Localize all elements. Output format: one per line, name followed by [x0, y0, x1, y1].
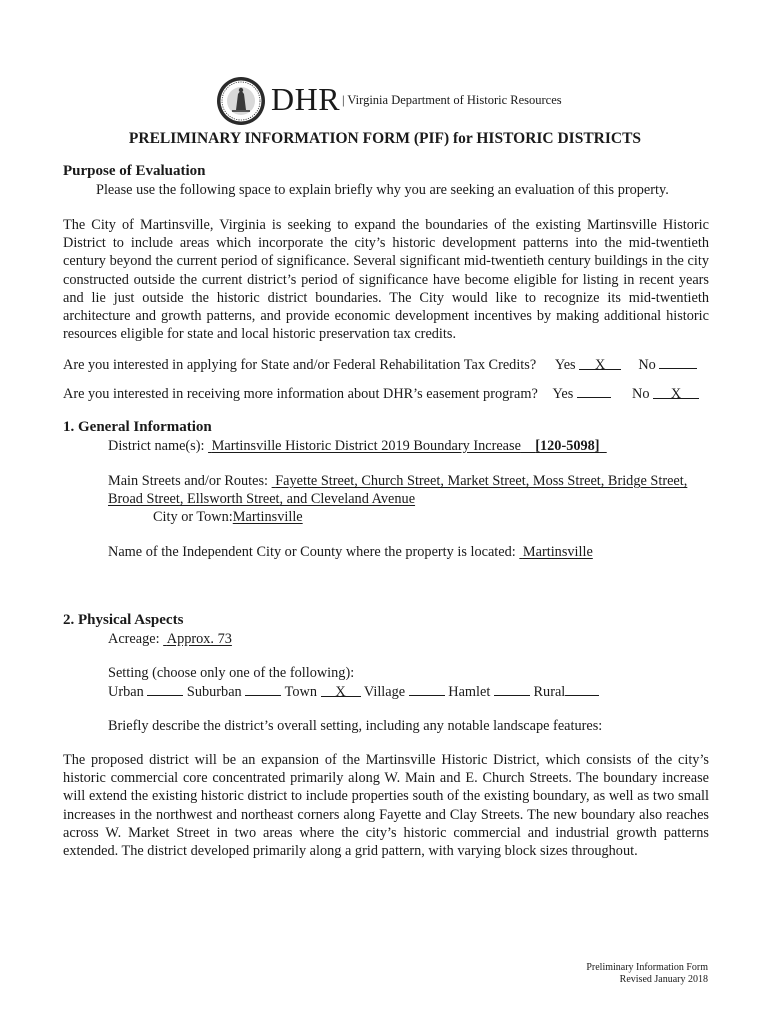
acreage-row: [108, 630, 472, 648]
streets-label: Main Streets and/or Routes:: [108, 473, 269, 489]
setting-suburban-label: Suburban: [186, 684, 242, 700]
setting-description[interactable]: The proposed district will be an expansion of the Martinsville Historic District, which consists of the city’s historic commercial core concentrated primarily along W. Main and E. Church Streets. The boundary increase will extend the existing historic district to include properties south of the existing boundary, as well as two small increases in the northwest and northeast corners along Fayette and Clay Streets. The new boundary also reaches across W. Market Street in two areas where the city’s historic commercial and industrial growth patterns extended. The district developed primarily along a grid pattern, with varying block sizes throughout.: [63, 752, 709, 860]
easement-yes-field[interactable]: [577, 384, 611, 398]
streets-field-line1[interactable]: Fayette Street, Church Street, Market Street, Moss Street, Bridge Street,: [275, 473, 688, 489]
physical-aspects-heading: 2. Physical Aspects: [63, 612, 184, 628]
form-title: PRELIMINARY INFORMATION FORM (PIF) for HISTORIC DISTRICTS: [128, 130, 642, 147]
acreage-label: Acreage:: [108, 631, 160, 647]
dhr-logo-text: DHR: [271, 81, 341, 117]
setting-urban-field[interactable]: [147, 682, 183, 696]
setting-suburban-field[interactable]: [245, 682, 281, 696]
county-field[interactable]: Martinsville: [522, 544, 593, 560]
purpose-response[interactable]: The City of Martinsville, Virginia is seeking to expand the boundaries of the existing Martinsville Historic District to include areas which incorporate the city’s historic development patterns into the mid-twentieth century beyond the current period of significance. Several significant mid-twentieth century buildings in the city constructed outside the current district’s period of significance have become eligible for listing in recent years and lie just outside the historic district boundaries. The City would like to recognize its mid-twentieth architecture and growth patterns, and provide economic development incentives by making additional historic resources eligible for state and local historic preservation tax credits.: [63, 217, 709, 343]
city-row: [153, 508, 413, 526]
county-row: [108, 543, 683, 561]
setting-label: Setting (choose only one of the following):: [108, 665, 355, 681]
city-label: City or Town:: [153, 509, 233, 525]
district-id: [120-5098]: [535, 438, 600, 454]
dhr-logo-subtitle: | Virginia Department of Historic Resources: [342, 93, 562, 107]
footer-revision: Revised January 2018: [619, 974, 708, 985]
setting-hamlet-label: Hamlet: [448, 684, 491, 700]
virginia-seal-icon: [216, 76, 266, 126]
describe-setting-label: Briefly describe the district’s overall setting, including any notable landscape features:: [108, 718, 603, 734]
county-label: Name of the Independent City or County where the property is located:: [108, 544, 516, 560]
setting-town-field[interactable]: X: [321, 683, 361, 697]
setting-village-label: Village: [363, 684, 406, 700]
district-name-field[interactable]: Martinsville Historic District 2019 Boundary Increase [120-5098]: [211, 438, 600, 454]
footer-form-name: Preliminary Information Form: [586, 962, 708, 973]
tax-credits-question-row: [63, 355, 697, 374]
setting-rural-label: Rural: [533, 684, 566, 700]
acreage-field[interactable]: Approx. 73: [166, 631, 232, 647]
streets-field-line2[interactable]: Broad Street, Ellsworth Street, and Cleveland Avenue: [108, 491, 416, 507]
tax-credits-question: Are you interested in applying for State and/or Federal Rehabilitation Tax Credits?: [63, 357, 537, 373]
easement-question-row: [63, 384, 699, 403]
easement-no-label: No: [632, 386, 650, 402]
setting-urban-label: Urban: [108, 684, 144, 700]
tax-credits-no-label: No: [638, 357, 656, 373]
setting-hamlet-field[interactable]: [494, 682, 530, 696]
purpose-instruction: Please use the following space to explain briefly why you are seeking an evaluation of this property.: [96, 182, 669, 198]
general-info-heading: 1. General Information: [63, 419, 212, 435]
streets-row-2: [108, 490, 673, 508]
district-name-row: [108, 437, 607, 455]
tax-credits-yes-label: Yes: [554, 357, 576, 373]
form-footer: [586, 962, 708, 986]
purpose-heading: Purpose of Evaluation: [63, 163, 206, 179]
easement-no-field[interactable]: X: [653, 385, 699, 399]
easement-yes-label: Yes: [552, 386, 574, 402]
streets-row-1: [108, 472, 687, 490]
easement-question: Are you interested in receiving more information about DHR’s easement program?: [63, 386, 538, 402]
setting-town-label: Town: [284, 684, 317, 700]
city-field[interactable]: Martinsville: [232, 509, 303, 525]
setting-village-field[interactable]: [409, 682, 445, 696]
tax-credits-yes-field[interactable]: X: [579, 356, 621, 370]
setting-options-row: [108, 682, 599, 701]
tax-credits-no-field[interactable]: [659, 355, 697, 369]
district-name-label: District name(s):: [108, 438, 205, 454]
setting-rural-field[interactable]: [565, 682, 599, 696]
